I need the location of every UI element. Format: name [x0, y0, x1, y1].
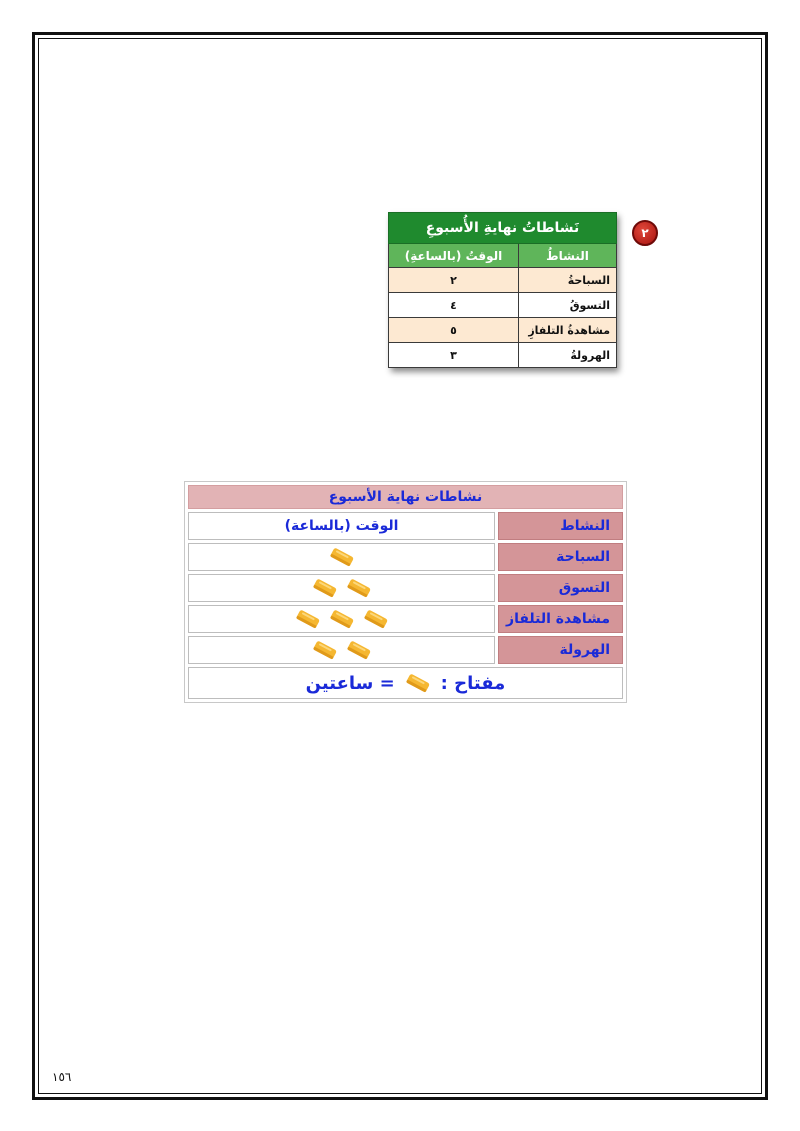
pictograph-header-time: الوقت (بالساعة): [188, 512, 495, 540]
row-activity: السباحةُ: [519, 268, 617, 293]
table-row: [188, 543, 623, 571]
eraser-icon: [293, 609, 323, 629]
eraser-icon: [361, 609, 391, 629]
row-activity: مشاهدةُ التلفازِ: [519, 318, 617, 343]
header-activity: النشاطُ: [519, 244, 617, 268]
pictograph-key: [188, 667, 623, 699]
eraser-icon: [310, 578, 340, 598]
pictograph-header-activity: النشاط: [498, 512, 623, 540]
pictograph-row-icons: [188, 574, 495, 602]
pictograph-table: [184, 481, 627, 703]
table-row: [188, 574, 623, 602]
pictograph-row-activity: مشاهدة التلفاز: [498, 605, 623, 633]
row-activity: الهرولةُ: [519, 343, 617, 368]
data-table-container: [388, 212, 616, 368]
eraser-icon: [403, 673, 433, 693]
table-row: [389, 343, 617, 368]
row-time: ٥: [389, 318, 519, 343]
table-title: نَشاطاتُ نهايةِ الأُسبوعِ: [389, 213, 617, 244]
table-row: [389, 268, 617, 293]
pictograph-row-icons: [188, 636, 495, 664]
pictograph-row-activity: التسوق: [498, 574, 623, 602]
row-activity: التسوقُ: [519, 293, 617, 318]
table-row: [389, 318, 617, 343]
table-row: [389, 293, 617, 318]
key-prefix: مفتاح :: [440, 672, 506, 694]
pictograph-row-activity: الهرولة: [498, 636, 623, 664]
eraser-icon: [344, 578, 374, 598]
eraser-icon: [344, 640, 374, 660]
exercise-number-badge: ٢: [632, 220, 658, 246]
key-suffix: = ساعتين: [305, 672, 395, 694]
pictograph-row-icons: [188, 543, 495, 571]
eraser-icon: [310, 640, 340, 660]
eraser-icon: [327, 547, 357, 567]
page-number: ١٥٦: [52, 1070, 72, 1084]
eraser-icon: [327, 609, 357, 629]
table-row: [188, 636, 623, 664]
row-time: ٢: [389, 268, 519, 293]
pictograph-title: نشاطات نهاية الأسبوع: [188, 485, 623, 509]
row-time: ٣: [389, 343, 519, 368]
pictograph-row-icons: [188, 605, 495, 633]
table-row: [188, 605, 623, 633]
weekend-activities-table: [388, 212, 617, 368]
pictograph-row-activity: السباحة: [498, 543, 623, 571]
row-time: ٤: [389, 293, 519, 318]
header-time: الوقتُ (بالساعةِ): [389, 244, 519, 268]
